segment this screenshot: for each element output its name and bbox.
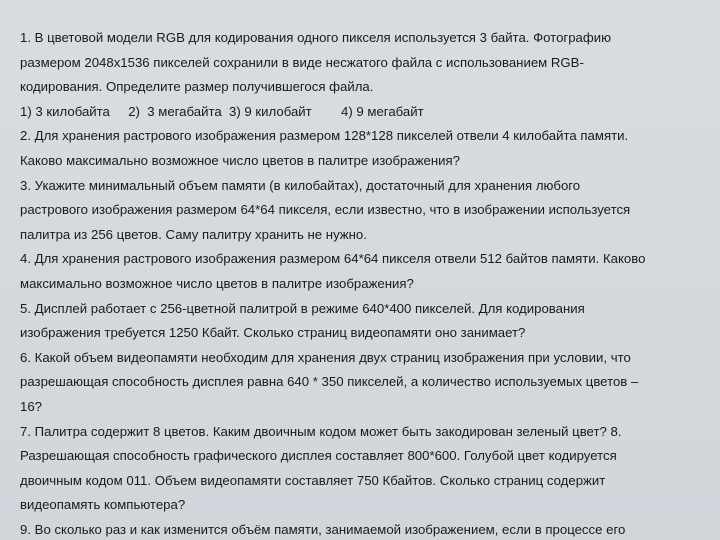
text-line: 3. Укажите минимальный объем памяти (в килобайтах), достаточный для хранения любого bbox=[20, 177, 581, 193]
text-line: максимально возможное число цветов в палитре изображения? bbox=[20, 275, 414, 291]
text-line: двоичным кодом 011. Объем видеопамяти составляет 750 Кбайтов. Сколько страниц содержит bbox=[20, 472, 606, 488]
text-line: 7. Палитра содержит 8 цветов. Каким двоичным кодом может быть закодирован зеленый цвет? 8. bbox=[20, 423, 622, 439]
text-line: 5. Дисплей работает с 256-цветной палитрой в режиме 640*400 пикселей. Для кодирования bbox=[20, 300, 585, 316]
text-line: Разрешающая способность графического дисплея составляет 800*600. Голубой цвет кодируется bbox=[20, 448, 617, 464]
text-line: 1. В цветовой модели RGB для кодирования одного пикселя используется 3 байта. Фотографию bbox=[20, 30, 611, 45]
text-line: кодирования. Определите размер получившегося файла. bbox=[20, 79, 374, 95]
document-text bbox=[20, 26, 710, 540]
text-line: 9. Во сколько раз и как изменится объём памяти, занимаемой изображением, если в процессе его bbox=[20, 521, 626, 537]
text-line: 1) 3 килобайта 2) 3 мегабайта 3) 9 килобайт 4) 9 мегабайт bbox=[20, 103, 424, 119]
text-line: 16? bbox=[20, 398, 43, 414]
text-line: растрового изображения размером 64*64 пикселя, если известно, что в изображении используется bbox=[20, 202, 631, 218]
text-line: палитра из 256 цветов. Саму палитру хранить не нужно. bbox=[20, 226, 367, 242]
text-line: Каково максимально возможное число цветов в палитре изображения? bbox=[20, 152, 460, 168]
text-line: 4. Для хранения растрового изображения размером 64*64 пикселя отвели 512 байтов памяти. Каково bbox=[20, 251, 646, 267]
text-line: изображения требуется 1250 Кбайт. Сколько страниц видеопамяти оно занимает? bbox=[20, 325, 526, 341]
text-line: 6. Какой объем видеопамяти необходим для хранения двух страниц изображения при условии, что bbox=[20, 349, 631, 365]
text-line: видеопамять компьютера? bbox=[20, 497, 186, 513]
text-line: 2. Для хранения растрового изображения размером 128*128 пикселей отвели 4 килобайта памяти. bbox=[20, 128, 629, 144]
text-line: разрешающая способность дисплея равна 640 * 350 пикселей, а количество используемых цветов – bbox=[20, 374, 639, 390]
text-line: размером 2048х1536 пикселей сохранили в виде несжатого файла с использованием RGB- bbox=[20, 54, 584, 70]
